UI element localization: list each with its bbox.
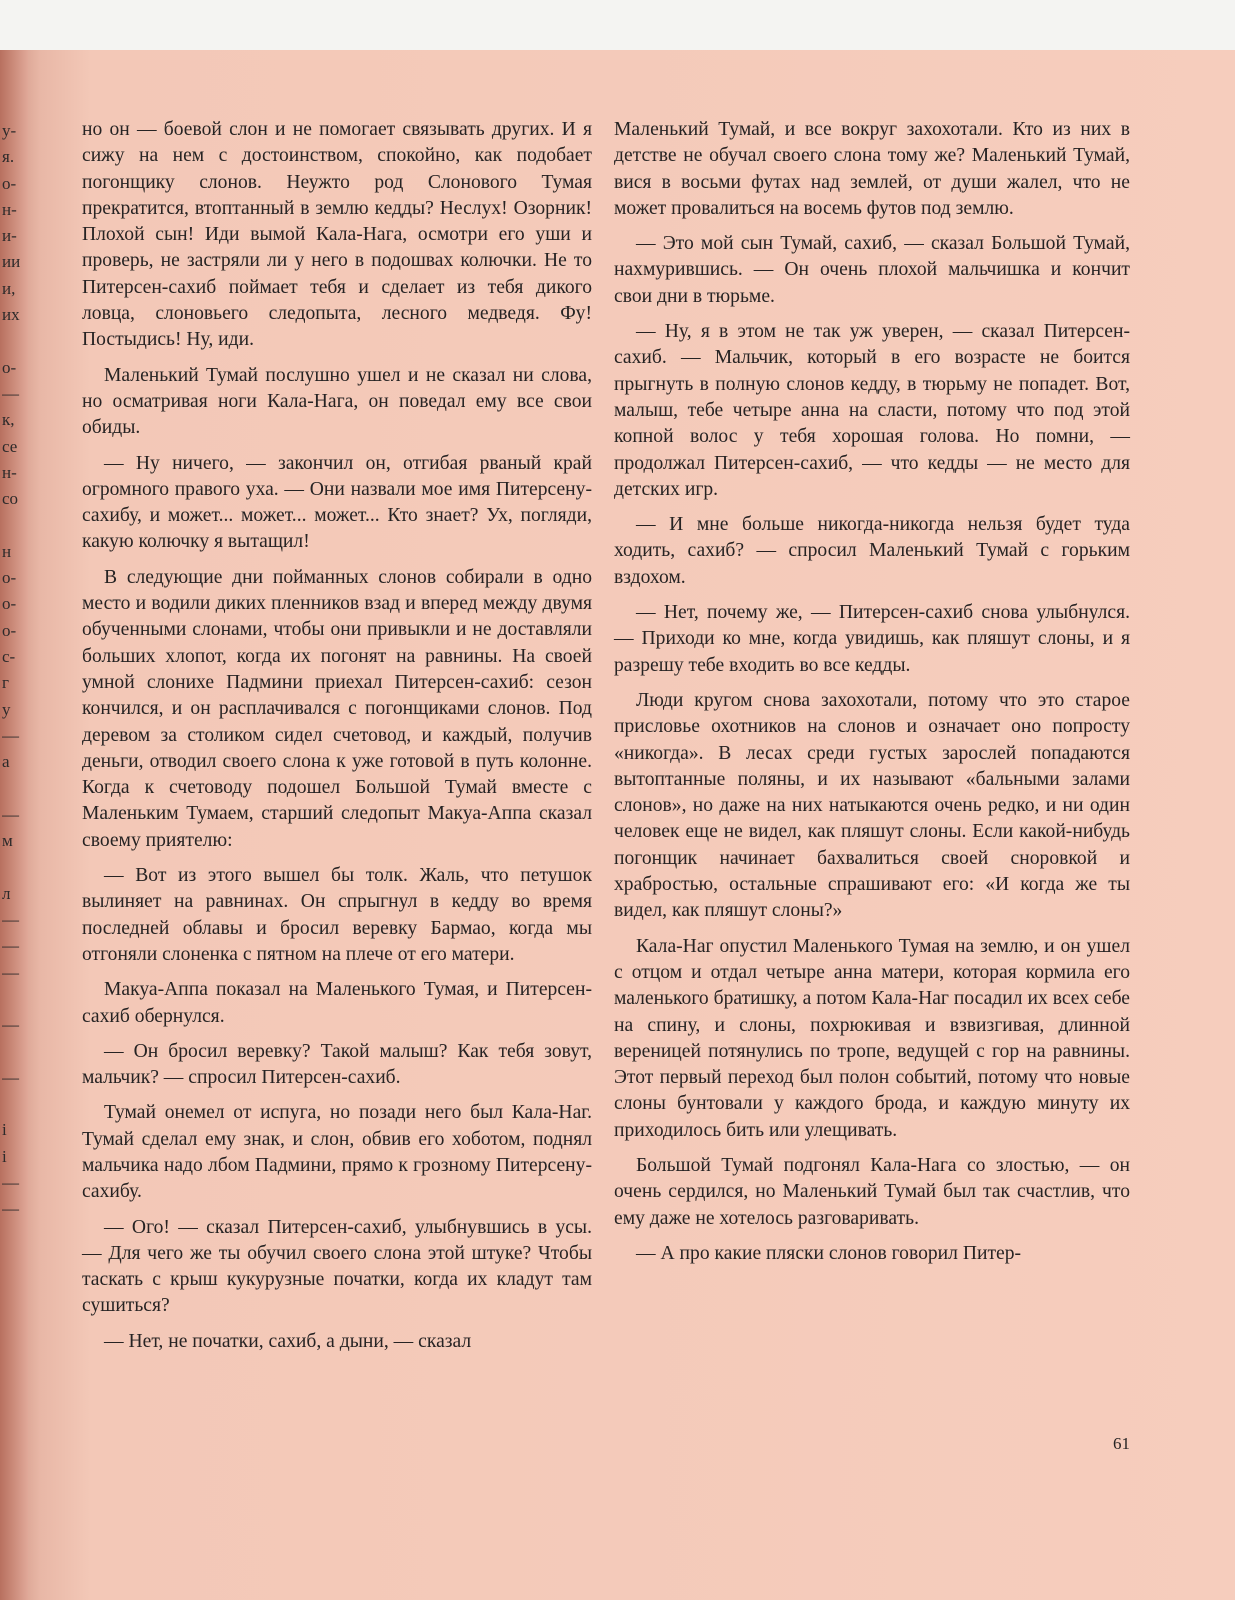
previous-page-fragment: о- <box>2 173 17 193</box>
previous-page-fragment: о- <box>2 594 17 614</box>
paragraph: — Ну, я в этом не так уж уверен, — сказал Питерсен-сахиб. — Мальчик, который в его возрасте не боится прыгнуть в полную слонов кедду, в тюрьму не попадет. Вот, малыш, тебе четыре анна на сласти, потому что под этой копной волос у тебя хорошая голова. Но помни, — продолжал Питерсен-сахиб, — что кедды — не место для детских игр. <box>614 321 1130 500</box>
previous-page-fragment: со <box>2 489 19 509</box>
page-number: 61 <box>1113 1434 1130 1453</box>
previous-page-fragment: у- <box>2 121 17 140</box>
paragraph: — Нет, почему же, — Питерсен-сахиб снова улыбнулся. — Приходи ко мне, когда увидишь, как пляшут слоны, и я разрешу тебе входить во все кедды. <box>614 602 1130 676</box>
previous-page-fragment <box>2 775 28 801</box>
previous-page-fragment: и- <box>2 226 17 246</box>
previous-page-fragment <box>2 854 28 880</box>
previous-page-fragment: н <box>2 541 12 561</box>
paragraph: Большой Тумай подгонял Кала-Нага со злостью, — он очень сердился, но Маленький Тумай был так счастлив, что ему даже не хотелось разговаривать. <box>614 1154 1130 1229</box>
previous-page-fragment: і <box>2 1146 7 1166</box>
previous-page-fragment: — <box>2 804 19 824</box>
paragraph: — А про какие пляски слонов говорил Питер- <box>636 1242 1022 1264</box>
paragraph: — Нет, не початки, сахиб, а дыни, — сказал <box>104 1330 472 1352</box>
previous-page-fragment: — <box>2 383 19 403</box>
previous-page-fragment: а <box>2 752 10 772</box>
paragraph: но он — боевой слон и не помогает связывать других. И я сижу на нем с достоинством, спокойно, как подобает погонщику слонов. Неужто род Слонового Тумая прекратится, втоптанный в землю кедды? Неслух! Озорник! Плохой сын! Иди вымой Кала-Нага, осмотри его уши и проверь, не застряли ли у него в подошвах колючки. Не то Питерсен-сахиб поймает тебя и сделает из тебя дикого ловца, слоновьего следопыта, лесного медведя. Фу! Постыдись! Ну, иди. <box>82 119 592 351</box>
previous-page-fragment: л <box>2 883 11 903</box>
previous-page-fragment: — <box>2 1172 19 1192</box>
previous-page-fragment: — <box>2 936 19 956</box>
previous-page-fragments <box>2 118 28 1222</box>
previous-page-fragment: — <box>2 962 19 982</box>
previous-page-fragment <box>2 1091 28 1117</box>
paragraph: — И мне больше никогда-никогда нельзя будет туда ходить, сахиб? — спросил Маленький Тумай с горьким вздохом. <box>614 514 1130 588</box>
previous-page-fragment: я. <box>2 147 15 167</box>
previous-page-fragment: — <box>2 1067 19 1087</box>
paragraph: Люди кругом снова захохотали, потому что это старое присловье охотников на слонов и означает оно попросту «никогда». В лесах среди густых зарослей попадаются вытоптанные поляны, и их называют «бальными залами слонов», но даже на них натыкаются очень редко, и ни один человек еще не видел, как пляшут слоны. Если какой-нибудь погонщик начинает бахвалиться своей сноровкой и храбростью, остальные спрашивают его: «И когда же ты видел, как пляшут слоны?» <box>614 689 1130 922</box>
previous-page-fragment: — <box>2 725 19 745</box>
paragraph: — Он бросил веревку? Такой малыш? Как тебя зовут, мальчик? — спросил Питерсен-сахиб. <box>82 1040 592 1089</box>
previous-page-fragment: их <box>2 305 20 325</box>
paragraph: — Вот из этого вышел бы толк. Жаль, что петушок вылиняет на равнинах. Он спрыгнул в кедду во время последней облавы и бросил веревку Бармао, когда мы отгоняли слоненка с пятном на плече от его матери. <box>82 865 592 965</box>
paragraph: В следующие дни пойманных слонов собирали в одно место и водили диких пленников взад и вперед между двумя обученными слонами, чтобы они привыкли и не доставляли больших хлопот, когда их погонят на равнины. На своей умной слонихе Падмини приехал Питерсен-сахиб: сезон кончился, и он расплачивался с погонщиками слонов. Под деревом за столиком сидел счетовод, и каждый, получив деньги, отводил своего слона к уже готовой в путь колонне. Когда к счетоводу подошел Большой Тумай вместе с Маленьким Тумаем, старший следопыт Макуа-Аппа сказал своему приятелю: <box>82 566 592 851</box>
previous-page-fragment: о- <box>2 357 17 377</box>
previous-page-fragment: — <box>2 909 19 929</box>
paragraph: Маленький Тумай послушно ушел и не сказал ни слова, но осматривая ноги Кала-Нага, он поведал ему все свои обиды. <box>82 364 592 439</box>
previous-page-fragment: м <box>2 831 13 851</box>
previous-page-fragment: с- <box>2 646 16 666</box>
previous-page-fragment: — <box>2 1199 19 1219</box>
paragraph: — Ну ничего, — закончил он, отгибая рваный край огромного правого уха. — Они назвали мое имя Питерсену-сахибу, и может... может... может... Кто знает? Ух, погляди, какую колючку я вытащил! <box>82 452 592 553</box>
previous-page-fragment <box>2 328 28 354</box>
paragraph: Кала-Наг опустил Маленького Тумая на землю, и он ушел с отцом и отдал четыре анна матери, которая кормила его маленького братишку, а потом Кала-Наг посадил их всех себе на спину, и слоны, похрюкивая и взвизгивая, длинной вереницей потянулись по тропе, ведущей с гор на равнины. Этот первый переход был полон событий, потому что новые слоны бунтовали у каждого брода, и каждую минуту их приходилось бить или улещивать. <box>614 935 1130 1141</box>
left-text-column <box>82 117 592 1364</box>
previous-page-fragment: и, <box>2 278 16 298</box>
previous-page-fragment <box>2 986 28 1012</box>
previous-page-fragment <box>2 512 28 538</box>
right-text-column <box>614 117 1130 1276</box>
previous-page-fragment: о- <box>2 620 17 640</box>
previous-page-fragment: — <box>2 1015 19 1035</box>
previous-page-fragment: н- <box>2 199 17 219</box>
previous-page-fragment: і <box>2 1120 7 1140</box>
previous-page-fragment: н- <box>2 462 17 482</box>
paragraph: Маленький Тумай, и все вокруг захохотали. Кто из них в детстве не обучал своего слона тому же? Маленький Тумай, вися в восьми футах над землей, от души жалел, что не может провалиться на восемь футов под землю. <box>614 119 1130 219</box>
paragraph: — Это мой сын Тумай, сахиб, — сказал Большой Тумай, нахмурившись. — Он очень плохой мальчишка и кончит свои дни в тюрьме. <box>614 233 1130 307</box>
previous-page-fragment: у <box>2 699 11 719</box>
paragraph: Макуа-Аппа показал на Маленького Тумая, и Питерсен-сахиб обернулся. <box>82 979 592 1027</box>
previous-page-fragment <box>2 1038 28 1064</box>
paragraph: — Ого! — сказал Питерсен-сахиб, улыбнувшись в усы. — Для чего же ты обучил своего слона этой штуке? Чтобы таскать с крыш кукурузные початки, когда их кладут там сушиться? <box>82 1216 592 1317</box>
paragraph: Тумай онемел от испуга, но позади него был Кала-Наг. Тумай сделал ему знак, и слон, обвив его хоботом, поднял мальчика надо лбом Падмини, прямо к грозному Питерсену-сахибу. <box>82 1102 592 1203</box>
previous-page-fragment: се <box>2 436 18 456</box>
previous-page-fragment: г <box>2 673 9 693</box>
previous-page-fragment: ии <box>2 252 21 272</box>
previous-page-fragment: к, <box>2 410 15 430</box>
previous-page-fragment: о- <box>2 568 17 588</box>
